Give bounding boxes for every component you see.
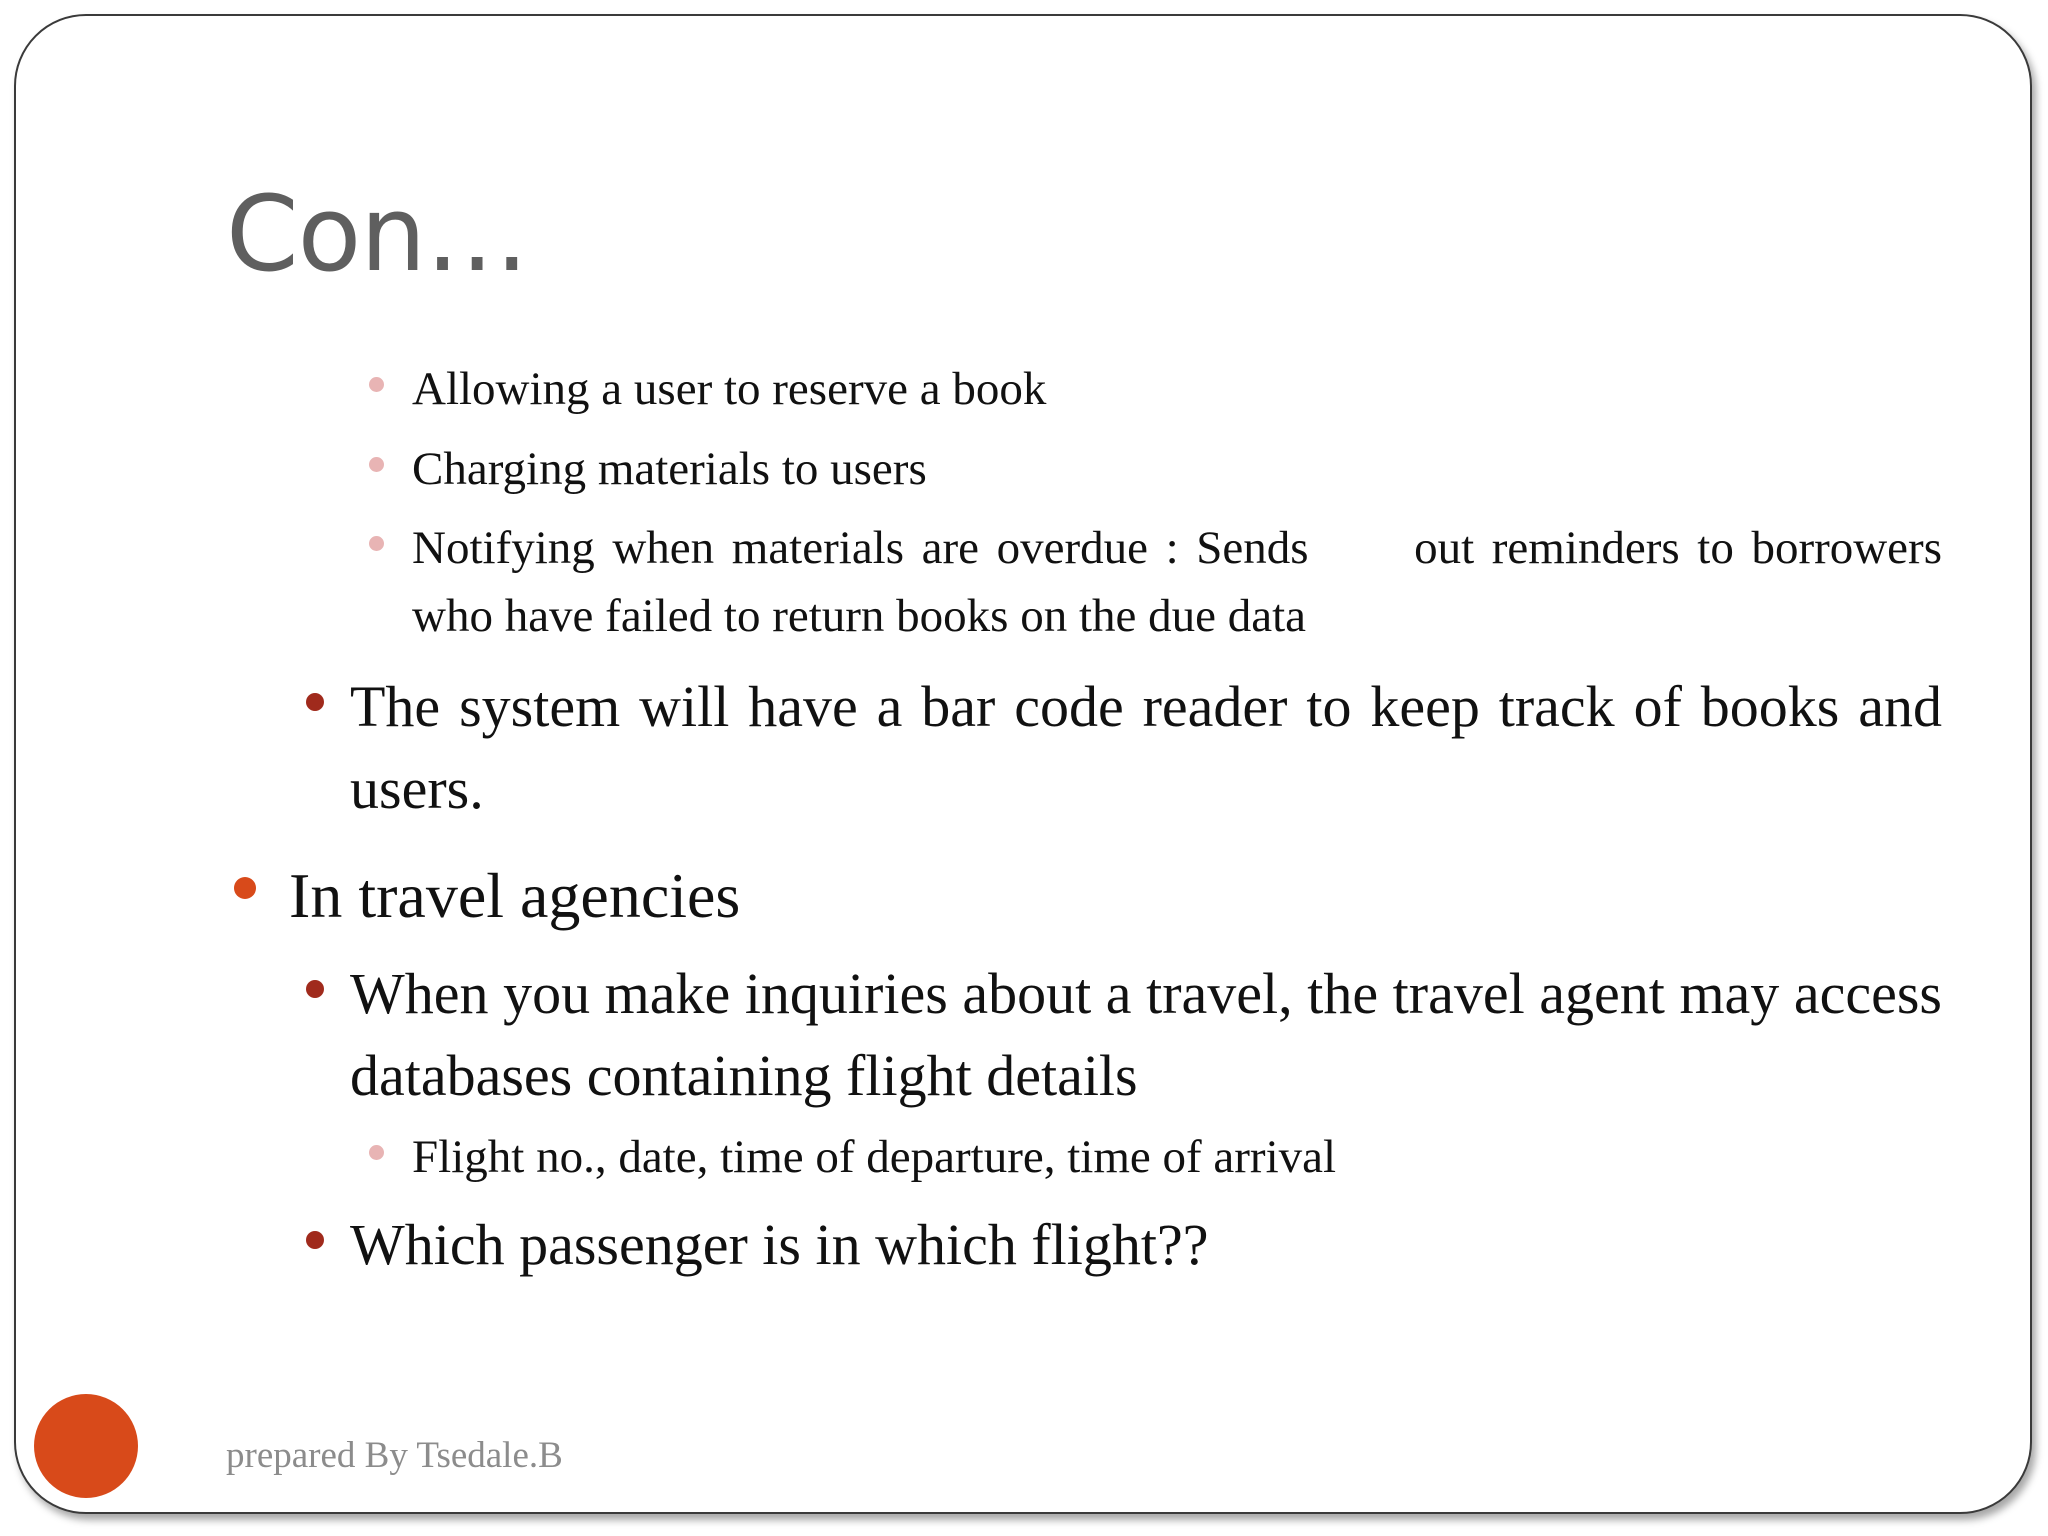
bullet-item	[412, 1123, 1942, 1191]
bullet-dot-icon	[369, 377, 384, 392]
slide-content	[16, 16, 2030, 1512]
slide-title: Con…	[226, 173, 529, 295]
decorative-circle-icon	[34, 1394, 138, 1498]
bullet-dot-icon	[306, 1231, 324, 1249]
bullet-item	[412, 435, 1942, 503]
bullet-dot-icon	[369, 536, 384, 551]
slide	[14, 14, 2032, 1514]
bullet-item	[412, 514, 1954, 650]
bullet-dot-icon	[369, 457, 384, 472]
bullet-text: In travel agencies	[289, 860, 741, 931]
slide-footer: prepared By Tsedale.B	[226, 1435, 563, 1476]
bullet-text: Flight no., date, time of departure, time of arrival	[412, 1131, 1337, 1183]
bullet-item	[350, 1204, 1942, 1286]
bullet-item	[412, 355, 1942, 423]
bullet-text: The system will have a bar code reader to keep track of books and users.	[350, 674, 1942, 821]
bullet-item	[289, 855, 1942, 937]
bullet-dot-icon	[369, 1145, 384, 1160]
bullet-text: Which passenger is in which flight??	[350, 1212, 1209, 1277]
bullet-dot-icon	[306, 980, 324, 998]
bullet-dot-icon	[306, 693, 324, 711]
bullet-item	[350, 953, 1942, 1117]
bullet-text: Notifying when materials are overdue : Sends out reminders to borrowers who have failed to return books on the due data	[412, 522, 1954, 642]
bullet-text: When you make inquiries about a travel, the travel agent may access databases containing flight details	[350, 961, 1942, 1108]
bullet-text: Charging materials to users	[412, 443, 927, 495]
bullet-dot-icon	[234, 877, 256, 899]
bullet-text: Allowing a user to reserve a book	[412, 363, 1047, 415]
bullet-item	[350, 666, 1942, 830]
